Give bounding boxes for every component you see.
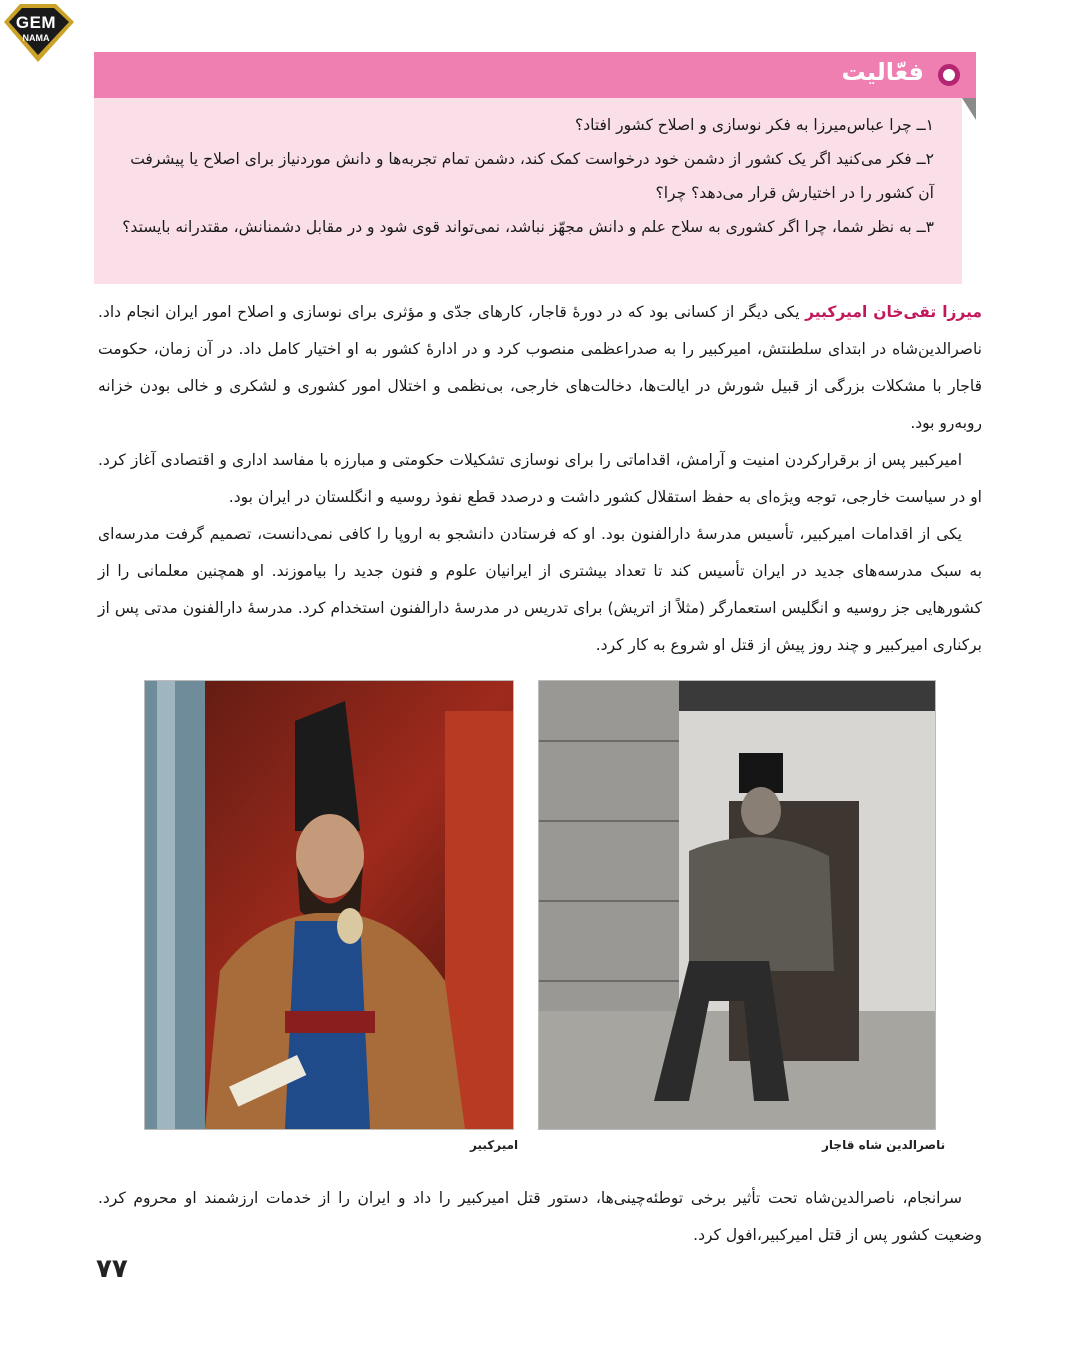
amirkabir-caption: امیرکبیر	[470, 1138, 519, 1152]
paragraph-1-text: یکی دیگر از کسانی بود که در دورهٔ قاجار، کارهای جدّی و مؤثری برای نوسازی و اصلاح امور ایران انجام داد. ناصرالدین‌شاه در ابتدای سلطنتش، امیرکبیر را به صدراعظمی منصوب کرد و در ادارهٔ کشور به او اختیار کامل داد. در آن زمان، حکومت قاجار با مشکلات بزرگی از قبیل شورش در ایالت‌ها، دخالت‌های خارجی، بی‌نظمی و اختلال امور کشوری و لشکری و خالی بودن خزانه روبه‌رو بود.	[98, 303, 982, 432]
activity-header	[94, 52, 976, 98]
question-3: ۳ــ به نظر شما، چرا اگر کشوری به سلاح علم و دانش مجهّز نباشد، نمی‌تواند قوی شود و در مقابل دشمنانش، مقتدرانه بایستد؟	[122, 218, 934, 236]
naseredin-shah-photo	[538, 680, 936, 1130]
amirkabir-portrait	[144, 680, 514, 1130]
naseredin-caption: ناصرالدین شاه قاجار	[822, 1138, 946, 1152]
activity-box	[94, 52, 962, 284]
header-fold-shadow	[962, 98, 976, 120]
logo-text: GEM	[15, 13, 57, 32]
highlight-name: میرزا تقی‌خان امیرکبیر	[805, 303, 982, 321]
main-text	[98, 294, 982, 664]
paragraph-4: سرانجام، ناصرالدین‌شاه تحت تأثیر برخی توطئه‌چینی‌ها، دستور قتل امیرکبیر را داد و ایران را از خدمات ارزشمند او محروم کرد. وضعیت کشور پس از قتل امیرکبیر،افول کرد.	[98, 1189, 982, 1244]
page-number: ۷۷	[96, 1254, 128, 1284]
logo-subtext: NAMA	[22, 33, 50, 43]
gem-nama-logo	[0, 0, 78, 64]
paragraph-3: یکی از اقدامات امیرکبیر، تأسیس مدرسهٔ دارالفنون بود. او که فرستادن دانشجو به اروپا را کافی نمی‌دانست، تصمیم گرفت مدرسه‌ای به سبک مدرسه‌های جدید در ایران تأسیس کند تا تعداد بیشتری از ایرانیان علوم و فنون جدید را بیاموزند. او همچنین معلمانی را از کشورهایی جز روسیه و انگلیس استعمارگر (مثلاً از اتریش) برای تدریس در مدرسهٔ دارالفنون استخدام کرد. مدرسهٔ دارالفنون مدتی پس از برکناری امیرکبیر و چند روز پیش از قتل او شروع به کار کرد.	[98, 525, 982, 654]
paragraph-1	[98, 294, 982, 442]
activity-title: فعّالیت	[841, 58, 924, 86]
activity-questions	[119, 108, 934, 244]
portrait-painting-image	[145, 681, 513, 1129]
logo-diamond-icon	[0, 0, 78, 64]
closing-text	[98, 1180, 982, 1254]
paragraph-2: امیرکبیر پس از برقرارکردن امنیت و آرامش، اقداماتی را برای نوسازی تشکیلات حکومتی و مبارزه با مفاسد اداری و اقتصادی آغاز کرد. او در سیاست خارجی، توجه ویژه‌ای به حفظ استقلال کشور داشت و درصدد قطع نفوذ روسیه و انگلستان در ایران بود.	[98, 451, 982, 506]
question-2: ۲ــ فکر می‌کنید اگر یک کشور از دشمن خود درخواست کمک کند، دشمن تمام تجربه‌ها و دانش موردنیاز برای اصلاح یا پیشرفت آن کشور را در اختیارش قرار می‌دهد؟ چرا؟	[130, 150, 934, 202]
historic-photo-image	[539, 681, 935, 1129]
circle-bullet-icon	[938, 64, 960, 86]
question-1: ۱ــ چرا عباس‌میرزا به فکر نوسازی و اصلاح کشور افتاد؟	[574, 116, 934, 134]
